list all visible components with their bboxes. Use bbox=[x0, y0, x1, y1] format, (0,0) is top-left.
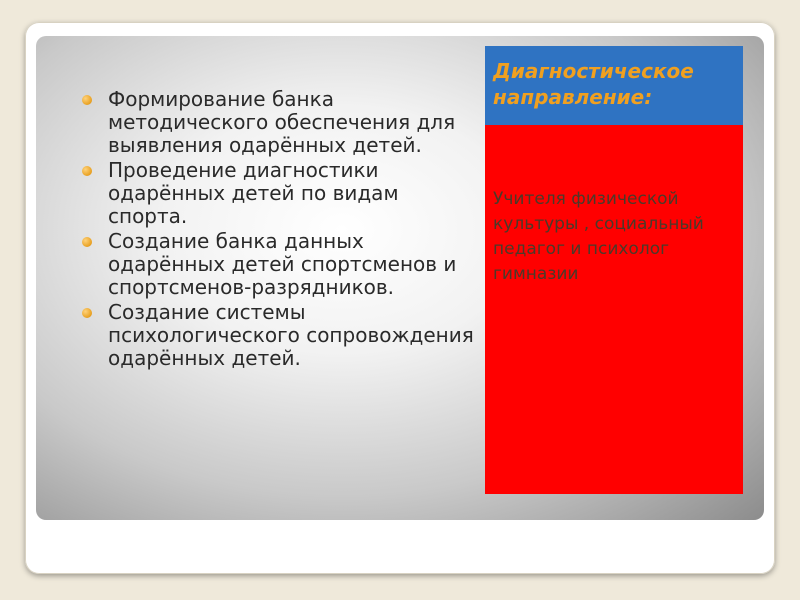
bullet-item bbox=[76, 88, 476, 157]
bullet-text: Создание системы психологического сопровождения одарённых детей. bbox=[108, 300, 474, 370]
bullet-text: Проведение диагностики одарённых детей по видам спорта. bbox=[108, 158, 399, 228]
bullet-text: Создание банка данных одарённых детей спортсменов и спортсменов-разрядников. bbox=[108, 229, 457, 299]
bullet-item bbox=[76, 301, 476, 370]
slide-content bbox=[36, 36, 764, 520]
bullet-dot-icon bbox=[82, 308, 92, 318]
side-panel-body: Учителя физической культуры , социальный педагог и психолог гимназии bbox=[485, 125, 743, 494]
side-panel-header: Диагностическое направление: bbox=[485, 46, 743, 125]
bullet-list bbox=[76, 88, 476, 372]
bullet-dot-icon bbox=[82, 237, 92, 247]
bullet-item bbox=[76, 230, 476, 299]
bullet-text: Формирование банка методического обеспечения для выявления одарённых детей. bbox=[108, 87, 456, 157]
bullet-item bbox=[76, 159, 476, 228]
bullet-dot-icon bbox=[82, 166, 92, 176]
bullet-dot-icon bbox=[82, 95, 92, 105]
